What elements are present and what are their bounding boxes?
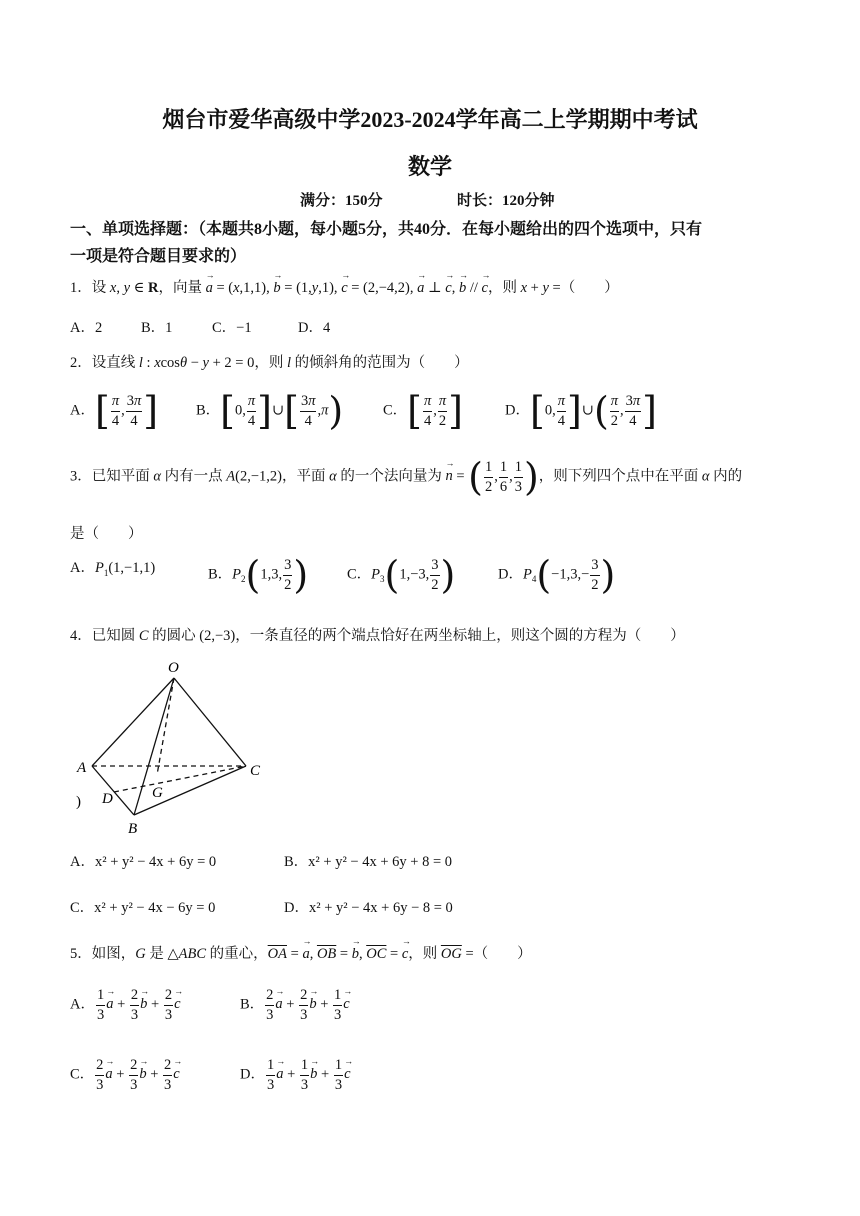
option-d: D． $\frac{1}{3}$ → a + $\frac{1}{3}$ → b + $\frac{1}{3}$ → c xyxy=(240,1058,351,1092)
option-c: C．[ $\frac{\pi}{4}$ , $\frac{\pi}{2}$ ] xyxy=(383,389,463,433)
option-c: C． $\frac{2}{3}$ → a + $\frac{2}{3}$ → b + $\frac{2}{3}$ → c xyxy=(70,1058,180,1092)
option-b: B．x² + y² − 4x + 6y + 8 = 0 xyxy=(284,854,453,870)
question-number: 5． xyxy=(70,946,92,962)
option-b: B． $\frac{2}{3}$ → a + $\frac{2}{3}$ → b + $\frac{1}{3}$ → c xyxy=(240,988,350,1022)
edge-oc xyxy=(174,678,246,766)
question-number: 4． xyxy=(70,628,92,644)
section-heading: 一、单项选择题：（本题共8小题，每小题5分，共40分．在每小题给出的四个选项中，只有 xyxy=(70,221,703,238)
subject-title: 数学 xyxy=(407,154,452,179)
stray-paren: ) xyxy=(76,794,81,810)
question-number: 3． xyxy=(70,468,92,485)
option-c: C．x² + y² − 4x − 6y = 0 xyxy=(70,900,216,916)
option-a: A． $\frac{1}{3}$ → a + $\frac{2}{3}$ → b + $\frac{2}{3}$ → c xyxy=(70,988,181,1022)
option-d: D．$P_4(-1,3,-$ $\frac{3}{2}$ ) xyxy=(498,553,616,597)
question-2: 2．设直线 l : xcosθ − y + 2 = 0，则 l 的倾斜角的范围为（ ） xyxy=(70,355,469,371)
option-a: A．x² + y² − 4x + 6y = 0 xyxy=(70,854,217,870)
option-a: A．2 xyxy=(70,320,103,336)
question-5: 5．如图，G 是 △ABC 的重心，$\overline{OA}$ = → a, $\overline{OB}$ = → b, $\overline{OC}$ = → c，则 $\overline{OG}$ =（ ） xyxy=(70,942,532,963)
full-score: 满分：150分 xyxy=(300,193,383,209)
question-3: 3．已知平面 α 内有一点 A(2,−1,2)，平面 α 的一个法向量为 → n = ( $\frac{1}{2}$ , $\frac{1}{6}$ , $\frac{1}{3}$ )，则下列四个点中在平面 α 内的 xyxy=(70,458,742,496)
option-c: C．$P_3(1,-3$, $\frac{3}{2}$ ) xyxy=(347,553,456,597)
option-c: C．−1 xyxy=(212,320,252,336)
edge-bc xyxy=(134,766,246,815)
tetrahedron-figure xyxy=(72,655,282,840)
question-4: 4．已知圆 C 的圆心 (2,−3)，一条直径的两个端点恰好在两坐标轴上，则这个圆的方程为（ ） xyxy=(70,628,685,644)
question-number: 2． xyxy=(70,355,92,371)
option-b: B．[0, $\frac{\pi}{4}$ ]∪[ $\frac{3\pi}{4}$ ,π) xyxy=(196,389,344,433)
option-b: B．1 xyxy=(141,320,173,336)
median-cd-dashed xyxy=(114,766,246,792)
option-a: A．[ $\frac{\pi}{4}$ , $\frac{3\pi}{4}$ ] xyxy=(70,389,159,433)
option-d: D．x² + y² − 4x + 6y − 8 = 0 xyxy=(284,900,453,916)
option-d: D．[0, $\frac{\pi}{4}$ ]∪( $\frac{\pi}{2}$ , $\frac{3\pi}{4}$ ] xyxy=(505,389,657,433)
label-o: O xyxy=(168,660,179,676)
option-d: D．4 xyxy=(298,320,331,336)
duration: 时长：120分钟 xyxy=(457,193,555,209)
question-number: 1． xyxy=(70,280,92,296)
question-1: 1．设 x, y ∈ R，向量 → a = (x,1,1), → b = (1,y,1), → c = (2,−4,2), → a ⊥ → c, → b // → c，则 x + y =（ ） xyxy=(70,276,619,297)
section-heading-cont: 一项是符合题目要求的） xyxy=(70,248,247,265)
label-b: B xyxy=(128,821,138,837)
label-c: C xyxy=(250,763,261,779)
label-a: A xyxy=(77,760,87,776)
option-a: A．$P_1(1,-1,1)$ xyxy=(70,560,156,578)
label-g: G xyxy=(152,785,163,801)
page-title: 烟台市爱华高级中学2023-2024学年高二上学期期中考试 xyxy=(162,107,698,132)
option-b: B．$P_2(1,3$, $\frac{3}{2}$ ) xyxy=(208,553,309,597)
edge-ab xyxy=(92,766,134,815)
question-3-cont: 是（ ） xyxy=(70,526,143,542)
label-d: D xyxy=(102,791,113,807)
